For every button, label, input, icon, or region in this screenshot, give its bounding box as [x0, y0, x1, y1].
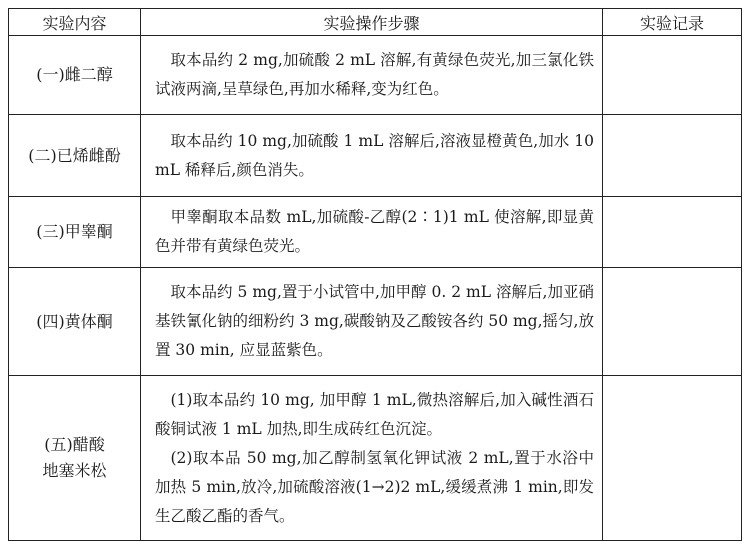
experiment-name-line: (二)已烯雌酚 — [28, 145, 121, 165]
experiment-steps — [141, 36, 603, 115]
experiment-name-line: (三)甲睾酮 — [36, 222, 113, 241]
experiment-name — [9, 197, 141, 268]
header-steps: 实验操作步骤 — [141, 9, 603, 36]
experiment-record[interactable] — [603, 268, 742, 376]
table-row — [9, 197, 742, 268]
step-paragraph: 取本品约 10 mg,加硫酸 1 mL 溶解后,溶液显橙黄色,加水 10 mL 稀释后,颜色消失。 — [155, 131, 594, 179]
step-paragraph: 甲睾酮取本品数 mL,加硫酸-乙醇(2∶1)1 mL 使溶解,即显黄色并带有黄绿色荧光。 — [155, 208, 594, 255]
experiment-name — [9, 36, 141, 115]
table-row — [9, 268, 742, 376]
experiment-name-line: (五)醋酸 — [44, 435, 105, 454]
experiment-record[interactable] — [603, 36, 742, 115]
experiment-name — [9, 376, 141, 541]
header-content: 实验内容 — [9, 9, 141, 36]
step-paragraph: (2)取本品 50 mg,加乙醇制氢氧化钾试液 2 mL,置于水浴中加热 5 min,放冷,加硫酸溶液(1→2)2 mL,缓缓煮沸 1 min,即发生乙酸乙酯的香气。 — [155, 448, 594, 525]
experiment-name — [9, 268, 141, 376]
experiment-name-line: (一)雌二醇 — [36, 65, 113, 84]
step-paragraph: (1)取本品约 10 mg, 加甲醇 1 mL,微热溶解后,加入碱性酒石酸铜试液 1 mL 加热,即生成砖红色沉淀。 — [155, 390, 594, 438]
step-paragraph: 取本品约 2 mg,加硫酸 2 mL 溶解,有黄绿色荧光,加三氯化铁试液两滴,呈草绿色,再加水稀释,变为红色。 — [155, 51, 594, 98]
experiment-steps — [141, 376, 603, 541]
experiment-record[interactable] — [603, 115, 742, 197]
experiment-name-line: 地塞米松 — [42, 461, 107, 480]
experiment-name-line: (四)黄体酮 — [36, 311, 113, 331]
experiment-record[interactable] — [603, 197, 742, 268]
header-record: 实验记录 — [603, 9, 742, 36]
experiment-steps — [141, 197, 603, 268]
table-row — [9, 36, 742, 115]
step-paragraph: 取本品约 5 mg,置于小试管中,加甲醇 0. 2 mL 溶解后,加亚硝基铁氰化钠的细粉约 3 mg,碳酸钠及乙酸铵各约 50 mg,摇匀,放置 30 min, 应显蓝紫色。 — [155, 283, 594, 359]
experiment-name — [9, 115, 141, 197]
experiment-record[interactable] — [603, 376, 742, 541]
experiment-steps — [141, 115, 603, 197]
experiment-table — [8, 8, 742, 541]
table-row — [9, 376, 742, 541]
header-row — [9, 9, 742, 36]
experiment-steps — [141, 268, 603, 376]
table-row — [9, 115, 742, 197]
